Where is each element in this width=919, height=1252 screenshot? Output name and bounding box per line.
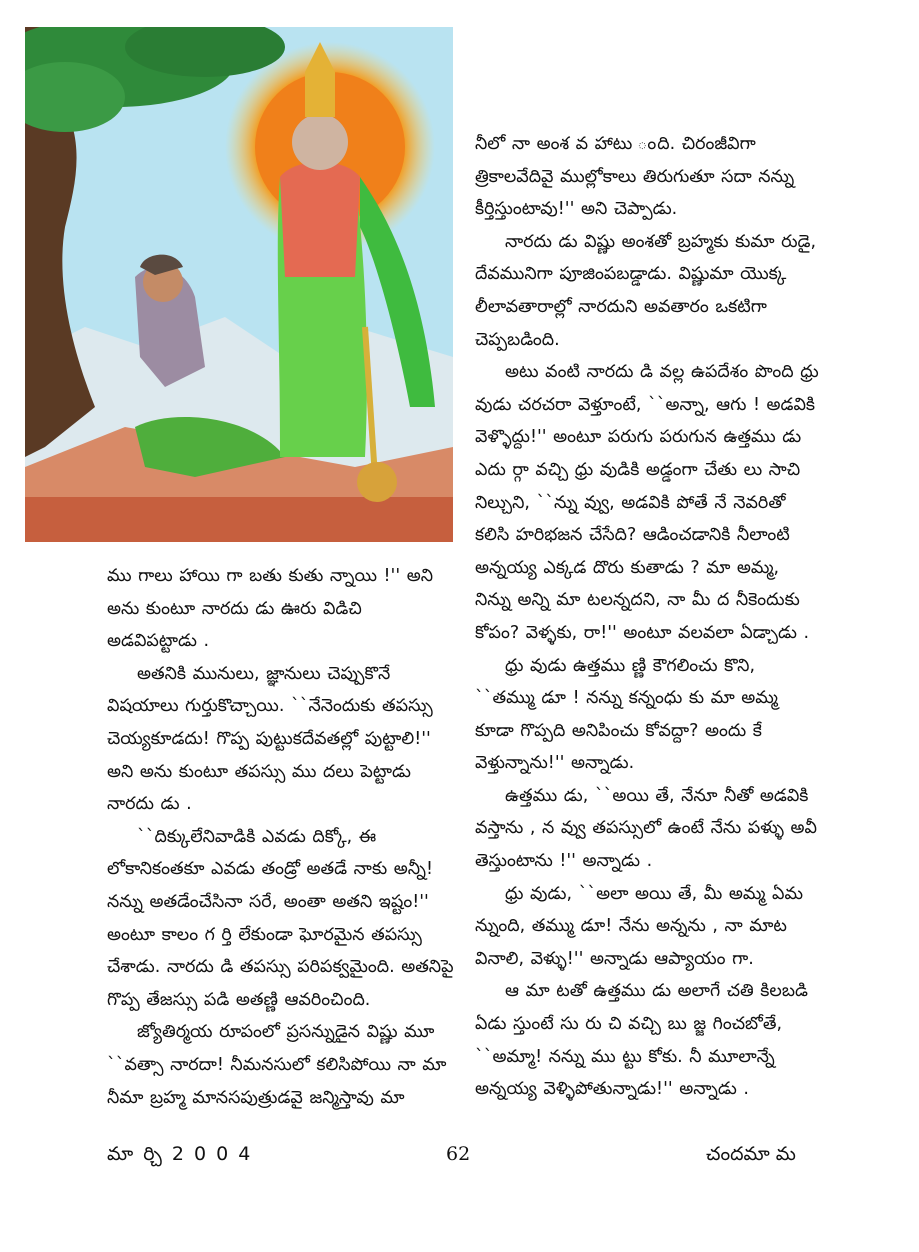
paragraph: ``దిక్కులేనివాడికి ఎవడు దిక్కో, ఈ లోకానికంతకూ ఎవడు తండ్రో అతడే నాకు అన్నీ! నన్ను అతడేంచేసినా సరే, అంతా అతని ఇష్టం!'' అంటూ కాలం గ ర్తి లేకుండా ఘోరమైన తపస్సు చేశాడు. నారదు డి తపస్సు పరిపక్వమైంది. అతనిపై గొప్ప తేజస్సు పడి అతణ్ణి ఆవరించింది. bbox=[107, 826, 454, 1010]
paragraph: ధ్రు వుడు ఉత్తము ణ్ణి కౌగలించు కొని, ``తమ్ము డూ ! నన్ను కన్నంధు కు మా అమ్మ కూడా గొప్పది అనిపించు కోవద్దా? అందు కే వెళ్తున్నాను!'' అన్నాడు. bbox=[475, 655, 778, 774]
right-column bbox=[475, 128, 820, 1106]
paragraph: నారదు డు విష్ణు అంశతో బ్రహ్మకు కుమా రుడై, దేవమునిగా పూజింపబడ్డాడు. విష్ణుమా యొక్క లీలావతారాల్లో నారదుని అవతారం ఒకటిగా చెప్పబడింది. bbox=[475, 231, 817, 350]
paragraph: అతనికి మునులు, జ్ఞానులు చెప్పుకొనే విషయాలు గుర్తుకొచ్చాయి. ``నేనెందుకు తపస్సు చెయ్యకూడదు! గొప్ప పుట్టుకదేవతల్లో పుట్టాలి!'' అని అను కుంటూ తపస్సు ము దలు పెట్టాడు నారదు డు . bbox=[107, 663, 433, 815]
magazine-name: చందమా మ bbox=[706, 1143, 796, 1165]
paragraph: జ్యోతిర్మయ రూపంలో ప్రసన్నుడైన విష్ణు మూ ``వత్సా నారదా! నీమనసులో కలిసిపోయి నా మా నీమా బ్రహ్మ మానసపుత్రుడవై జన్మిస్తావు మా bbox=[107, 1022, 447, 1108]
paragraph: ఉత్తము డు, ``అయి తే, నేనూ నీతో అడవికి వస్తాను , న వ్వు తపస్సులో ఉంటే నేను పళ్ళు అవీ తెస్తుంటాను !'' అన్నాడు . bbox=[475, 785, 817, 872]
paragraph: ధ్రు వుడు, ``అలా అయి తే, మీ అమ్మ ఏమ న్నుంది, తమ్ము డూ! నేను అన్నను , నా మాట వినాలి, వెళ్ళు!'' అన్నాడు ఆప్యాయం గా. bbox=[475, 883, 803, 969]
paragraph: నీలో నా అంశ వ హాటు ంది. చిరంజీవిగా త్రికాలవేదివై ముల్లోకాలు తిరుగుతూ సదా నన్ను కీర్తిస్తుంటావు!'' అని చెప్పాడు. bbox=[475, 134, 795, 220]
paragraph: ము గాలు హాయి గా బతు కుతు న్నాయి !'' అని అను కుంటూ నారదు డు ఊరు విడిచి అడవిపట్టాడు . bbox=[107, 566, 434, 652]
page-number: 62 bbox=[446, 1143, 471, 1165]
illustration bbox=[25, 27, 453, 542]
footer-date: మా ర్చి 2 0 0 4 bbox=[107, 1143, 253, 1165]
paragraph: అటు వంటి నారదు డి వల్ల ఉపదేశం పొంది ధ్రు వుడు చరచరా వెళ్తూంటే, ``అన్నా, ఆగు ! అడవికి వెళ్ళొద్దు!'' అంటూ పరుగు పరుగున ఉత్తము డు ఎదు ర్గా వచ్చి ధ్రు వుడికి అడ్డంగా చేతు లు సాచి నిల్చుని, ``న్ను వ్వు, అడవికి పోతే నే నెవరితో కలిసి హరిభజన చేసేది? ఆడించడానికి నీలాంటి అన్నయ్య ఎక్కడ దొరు కుతాడు ? మా అమ్మ, నిన్ను అన్ని మా టలన్నదని, నా మీ ద నీకెందుకు కోపం? వెళ్ళకు, రా!'' అంటూ వలవలా ఏడ్చాడు . bbox=[475, 362, 819, 643]
left-column bbox=[107, 560, 457, 1114]
paragraph: ఆ మా టతో ఉత్తము డు అలాగే చతి కిలబడి ఏడు స్తుంటే సు రు చి వచ్చి బు జ్జ గించబోతే, ``అమ్మా! నన్ను ము ట్టు కోకు. నీ మూలాన్నే అన్నయ్య వెళ్ళిపోతున్నాడు!'' అన్నాడు . bbox=[475, 981, 808, 1100]
vishnu-narada-illustration bbox=[25, 27, 453, 542]
